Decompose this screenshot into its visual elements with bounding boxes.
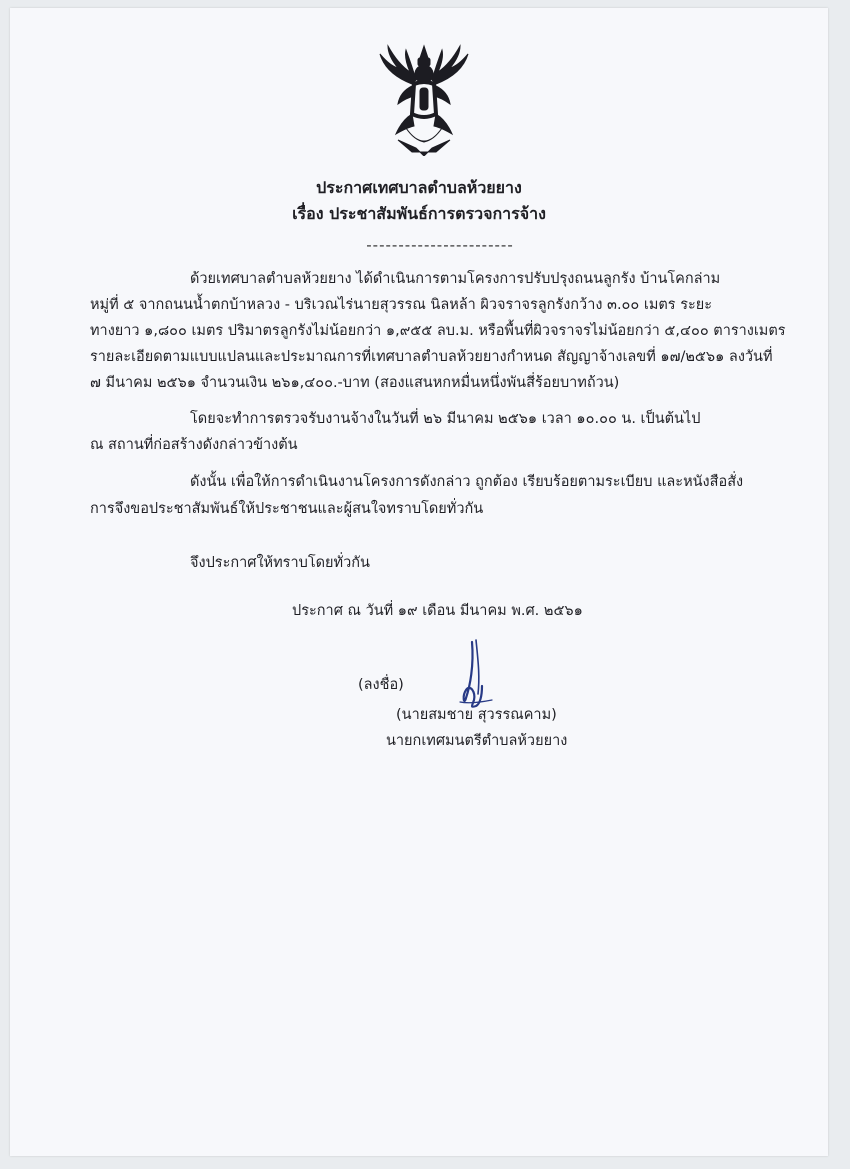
announcement-date: ประกาศ ณ วันที่ ๑๙ เดือน มีนาคม พ.ศ. ๒๕๖๑ (292, 603, 583, 619)
paragraph-1-line-3: ทางยาว ๑,๘๐๐ เมตร ปริมาตรลูกรังไม่น้อยกว่า ๑,๙๕๕ ลบ.ม. หรือพื้นที่ผิวจราจรไม่น้อยกว่า ๕,๔๐๐ ตารางเมตร (90, 323, 786, 339)
paragraph-2-line-2: ณ สถานที่ก่อสร้างดังกล่าวข้างต้น (90, 437, 298, 453)
paragraph-3-line-1: ดังนั้น เพื่อให้การดำเนินงานโครงการดังกล่าว ถูกต้อง เรียบร้อยตามระเบียบ และหนังสือสั่ง (190, 474, 744, 490)
signer-position: นายกเทศมนตรีตำบลห้วยยาง (386, 733, 568, 749)
paragraph-1-line-4: รายละเอียดตามแบบแปลนและประมาณการที่เทศบาลตำบลห้วยยางกำหนด สัญญาจ้างเลขที่ ๑๗/๒๕๖๑ ลงวันที่ (90, 349, 773, 365)
garuda-emblem-icon (376, 44, 472, 156)
handwritten-signature (452, 636, 512, 716)
closing-statement: จึงประกาศให้ทราบโดยทั่วกัน (190, 555, 370, 571)
signer-name: (นายสมชาย สุวรรณคาม) (396, 707, 557, 723)
announcement-subject: เรื่อง ประชาสัมพันธ์การตรวจการจ้าง (292, 204, 546, 223)
signature-label: (ลงชื่อ) (358, 677, 404, 693)
paragraph-1-line-5: ๗ มีนาคม ๒๕๖๑ จำนวนเงิน ๒๖๑,๔๐๐.-บาท (สองแสนหกหมื่นหนึ่งพันสี่ร้อยบาทถ้วน) (90, 375, 620, 391)
document-page (10, 8, 828, 1156)
announcement-title: ประกาศเทศบาลตำบลห้วยยาง (316, 178, 522, 197)
paragraph-2-line-1: โดยจะทำการตรวจรับงานจ้างในวันที่ ๒๖ มีนาคม ๒๕๖๑ เวลา ๑๐.๐๐ น. เป็นต้นไป (190, 411, 701, 427)
paragraph-1-line-1: ด้วยเทศบาลตำบลห้วยยาง ได้ดำเนินการตามโครงการปรับปรุงถนนลูกรัง บ้านโคกล่าม (190, 271, 721, 287)
paragraph-3-line-2: การจึงขอประชาสัมพันธ์ให้ประชาชนและผู้สนใจทราบโดยทั่วกัน (90, 501, 484, 517)
paragraph-1-line-2: หมู่ที่ ๕ จากถนนน้ำตกบ้าหลวง - บริเวณไร่นายสุวรรณ นิลหล้า ผิวจราจรลูกรังกว้าง ๓.๐๐ เมตร ระยะ (90, 297, 713, 313)
header-separator: ----------------------- (366, 236, 514, 254)
